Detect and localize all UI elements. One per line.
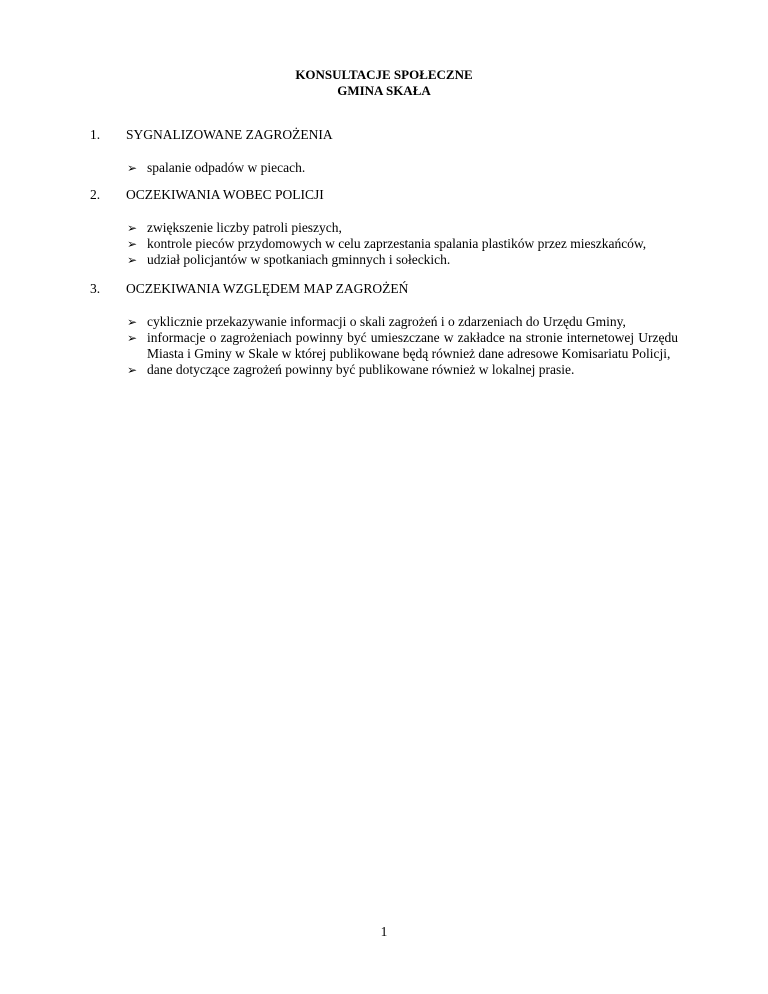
section-sygnalizowane-zagrozenia bbox=[0, 127, 768, 176]
list-item bbox=[0, 330, 678, 362]
list-item-text: kontrole pieców przydomowych w celu zaprzestania spalania plastików przez mieszkańców, bbox=[147, 236, 647, 251]
section-heading bbox=[0, 281, 768, 297]
list-item bbox=[0, 236, 678, 252]
section-oczekiwania-wzgledem-map-zagrozen bbox=[0, 281, 768, 378]
section-title: OCZEKIWANIA WZGLĘDEM MAP ZAGROŻEŃ bbox=[126, 281, 409, 296]
arrowhead-bullet-icon: ➢ bbox=[127, 161, 138, 175]
section-heading bbox=[0, 187, 768, 203]
bullet-list bbox=[0, 314, 768, 378]
arrowhead-bullet-icon: ➢ bbox=[127, 221, 138, 235]
arrowhead-bullet-icon: ➢ bbox=[127, 363, 138, 377]
arrowhead-bullet-icon: ➢ bbox=[127, 331, 138, 345]
arrowhead-bullet-icon: ➢ bbox=[127, 253, 138, 267]
section-number: 2. bbox=[90, 187, 101, 202]
list-item-text: dane dotyczące zagrożeń powinny być publikowane również w lokalnej prasie. bbox=[147, 362, 575, 377]
list-item-text: cyklicznie przekazywanie informacji o skali zagrożeń i o zdarzeniach do Urzędu Gminy, bbox=[147, 314, 626, 329]
list-item-text: udział policjantów w spotkaniach gminnych i sołeckich. bbox=[147, 252, 451, 267]
section-title: SYGNALIZOWANE ZAGROŻENIA bbox=[126, 127, 333, 142]
list-item-text: zwiększenie liczby patroli pieszych, bbox=[147, 220, 342, 235]
document-title bbox=[0, 67, 768, 99]
bullet-list bbox=[0, 160, 768, 176]
section-heading bbox=[0, 127, 768, 143]
list-item bbox=[0, 314, 678, 330]
page-number: 1 bbox=[380, 924, 388, 939]
section-title: OCZEKIWANIA WOBEC POLICJI bbox=[126, 187, 324, 202]
arrowhead-bullet-icon: ➢ bbox=[127, 237, 138, 251]
arrowhead-bullet-icon: ➢ bbox=[127, 315, 138, 329]
section-number: 1. bbox=[90, 127, 101, 142]
section-number: 3. bbox=[90, 281, 101, 296]
section-oczekiwania-wobec-policji bbox=[0, 187, 768, 268]
list-item bbox=[0, 220, 678, 236]
document-title-line-2: GMINA SKAŁA bbox=[337, 83, 431, 98]
bullet-list bbox=[0, 220, 768, 268]
list-item-text: spalanie odpadów w piecach. bbox=[147, 160, 306, 175]
list-item bbox=[0, 362, 678, 378]
list-item bbox=[0, 252, 678, 268]
document-title-line-1: KONSULTACJE SPOŁECZNE bbox=[295, 67, 473, 82]
list-item bbox=[0, 160, 678, 176]
list-item-text: informacje o zagrożeniach powinny być umieszczane w zakładce na stronie internetowej Urzędu Miasta i Gminy w Skale w której publikowane będą również dane adresowe Komisariatu Policji, bbox=[147, 330, 678, 361]
